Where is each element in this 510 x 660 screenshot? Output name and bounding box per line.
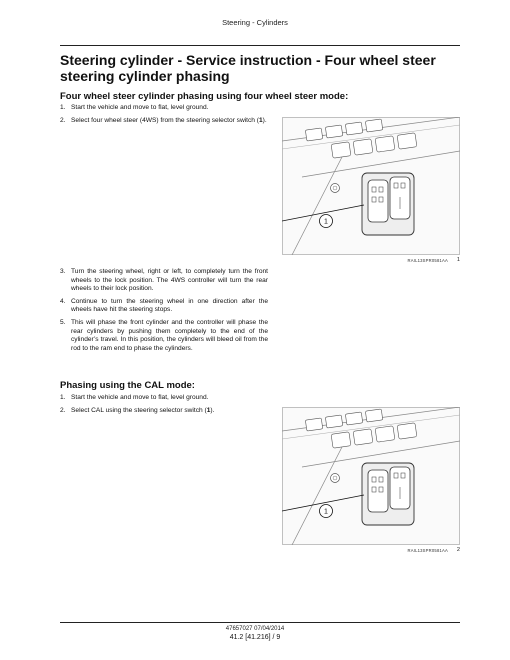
figure-1-caption: RAIL13SPR0581AA: [407, 258, 448, 263]
footer-rule: [60, 622, 460, 623]
callout-1-label: 1: [324, 218, 328, 226]
steering-selector-switch-photo: [282, 117, 460, 255]
footer-page-number: 41.2 [41.216] / 9: [229, 634, 281, 641]
step-item: 1. Start the vehicle and move to flat, level ground.: [60, 104, 209, 111]
figure-1-number: 1: [456, 257, 460, 263]
step-item: 3. Turn the steering wheel, right or left, to completely turn the front wheels to the lock position. The 4WS controller will turn the rear wheels to their lock position.: [60, 268, 268, 293]
page-title: Steering cylinder - Service instruction - Four wheel steer steering cylinder phasing: [60, 52, 436, 84]
step-item: 1. Start the vehicle and move to flat, level ground.: [60, 394, 209, 401]
step-item: 5. This will phase the front cylinder and the controller will phase the rear cylinders by pushing them completely to the end of the cylinder’s travel. In this position, the cylinders will bleed oil from the rod to the ram end to phase the cylinders.: [60, 318, 268, 352]
steps-4ws: [60, 104, 268, 129]
figure-1: [282, 117, 460, 263]
header-rule: [60, 45, 460, 46]
section-heading-4ws: Four wheel steer cylinder phasing using four wheel steer mode:: [60, 91, 349, 102]
footer-document-number: 47657027 07/04/2014: [225, 626, 285, 632]
steps-cal: [60, 394, 268, 419]
figure-2: [282, 407, 460, 553]
step-item: 2. Select CAL using the steering selector switch (1).: [60, 406, 215, 414]
figure-2-caption: RAIL13SPR0581AA: [407, 548, 448, 553]
running-header: Steering - Cylinders: [222, 18, 288, 27]
step-item: 2. Select four wheel steer (4WS) from the steering selector switch (1).: [60, 116, 267, 124]
section-heading-cal: Phasing using the CAL mode:: [60, 380, 195, 391]
steering-selector-switch-photo-cal: [282, 407, 460, 545]
steps-4ws-continued: [60, 268, 268, 357]
figure-2-number: 2: [456, 547, 460, 553]
step-item: 4. Continue to turn the steering wheel in one direction after the wheels have hit the steering stops.: [60, 297, 268, 314]
callout-1-label: 1: [324, 508, 328, 516]
